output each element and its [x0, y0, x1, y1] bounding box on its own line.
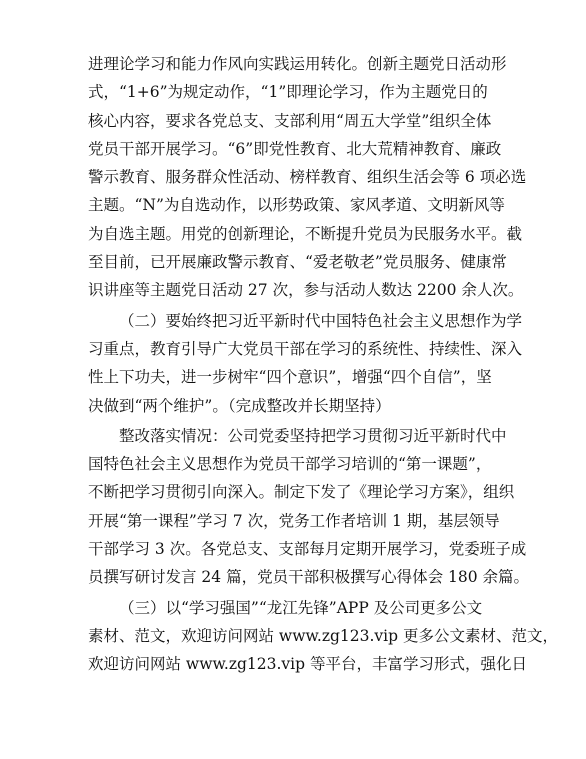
text-line: 警示教育、服务群众性活动、榜样教育、组织生活会等 6 项必选	[88, 168, 527, 187]
text-line: 至目前，已开展廉政警示教育、“爱老敬老”党员服务、健康常	[88, 253, 507, 272]
document-body	[88, 50, 558, 681]
text-line: 不断把学习贯彻引向深入。制定下发了《理论学习方案》，组织	[88, 483, 515, 502]
text-line: 素材、范文，欢迎访问网站 www.zg123.vip 更多公文素材、范文，	[88, 626, 558, 645]
text-line: 为自选主题。用党的创新理论，不断提升党员为民服务水平。截	[88, 224, 523, 243]
text-line: 党员干部开展学习。“6”即党性教育、北大荒精神教育、廉政	[88, 139, 502, 158]
text-line: 式，“1+6”为规定动作，“1”即理论学习，作为主题党日的	[88, 83, 488, 102]
text-line: 决做到“两个维护”。（完成整改并长期坚持）	[88, 396, 391, 415]
text-line: 开展“第一课程”学习 7 次，党务工作者培训 1 期，基层领导	[88, 511, 500, 530]
text-line: 主题。“N”为自选动作，以形势政策、家风孝道、文明新风等	[88, 196, 505, 215]
text-line: 性上下功夫，进一步树牢“四个意识”，增强“四个自信”，坚	[88, 368, 492, 387]
paragraph-2	[88, 307, 523, 420]
paragraph-3	[88, 422, 530, 592]
text-line: 干部学习 3 次。各党总支、支部每月定期开展学习，党委班子成	[88, 540, 527, 559]
text-line: 欢迎访问网站 www.zg123.vip 等平台，丰富学习形式，强化日	[88, 655, 527, 674]
text-line: （三）以“学习强国”“龙江先锋”APP 及公司更多公文	[119, 598, 483, 617]
text-line: 员撰写研讨发言 24 篇，党员干部积极撰写心得体会 180 余篇。	[88, 568, 530, 587]
paragraph-1	[88, 50, 527, 305]
paragraph-4	[88, 594, 558, 679]
text-line: 进理论学习和能力作风向实践运用转化。创新主题党日活动形	[88, 55, 507, 73]
text-line: 习重点，教育引导广大党员干部在学习的系统性、持续性、深入	[88, 339, 523, 358]
text-line: 国特色社会主义思想作为党员干部学习培训的“第一课题”，	[88, 455, 492, 474]
text-line: 整改落实情况：公司党委坚持把学习贯彻习近平新时代中	[119, 426, 507, 445]
text-line: （二）要始终把习近平新时代中国特色社会主义思想作为学	[119, 311, 523, 330]
text-line: 核心内容，要求各党总支、支部利用“周五大学堂”组织全体	[88, 111, 492, 130]
text-line: 识讲座等主题党日活动 27 次，参与活动人数达 2200 余人次。	[88, 281, 524, 300]
